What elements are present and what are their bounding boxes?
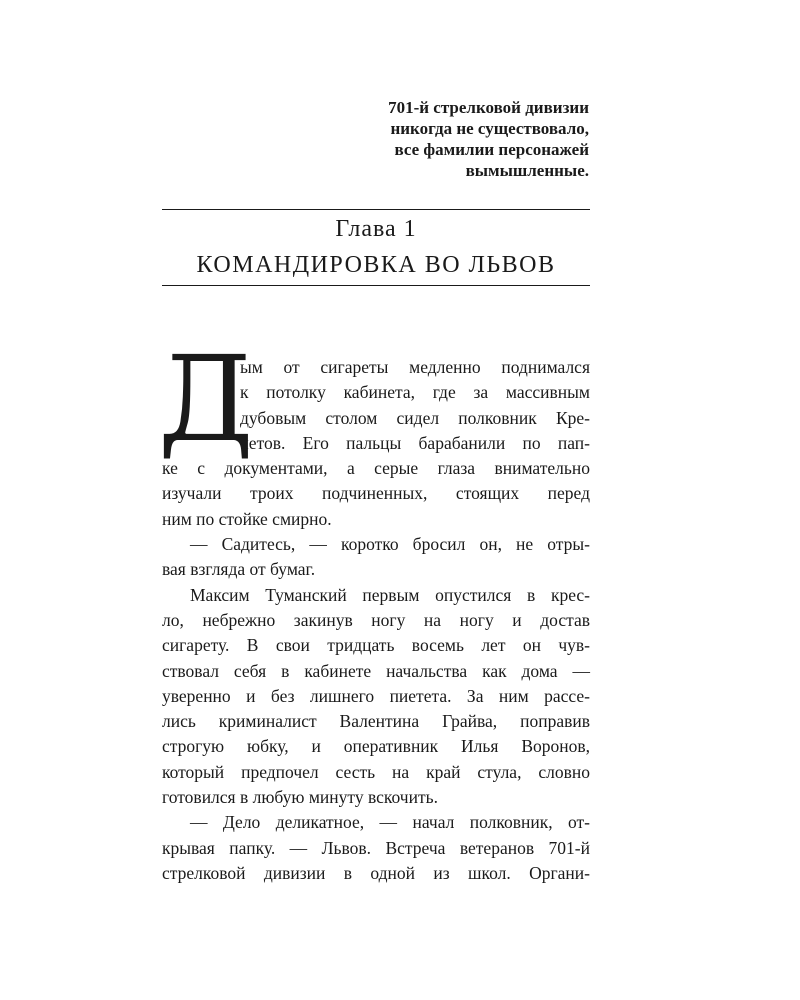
- text-line: Максим Туманский первым опустился в крес-: [190, 584, 590, 605]
- text-line: вая взгляда от бумаг.: [162, 559, 316, 580]
- chapter-top-rule: [162, 209, 590, 210]
- text-line: ке с документами, а серые глаза внимательно: [162, 458, 590, 479]
- chapter-body: [162, 355, 590, 886]
- disclaimer-line: все фамилии персонажей: [394, 140, 589, 159]
- text-line: строгую юбку, и оперативник Илья Воронов,: [162, 736, 590, 757]
- text-line: изучали троих подчиненных, стоящих перед: [162, 483, 590, 504]
- text-line: ним по стойке смирно.: [162, 508, 332, 529]
- chapter-bottom-rule: [162, 285, 590, 286]
- chapter-title: КОМАНДИРОВКА ВО ЛЬВОВ: [196, 252, 556, 278]
- text-line: дубовым столом сидел полковник Кре-: [240, 407, 590, 428]
- text-line: лись криминалист Валентина Грайва, поправив: [162, 711, 590, 732]
- text-line: стрелковой дивизии в одной из школ. Органи-: [162, 862, 590, 883]
- text-line: четов. Его пальцы барабанили по пап-: [240, 432, 590, 453]
- text-line: готовился в любую минуту вскочить.: [162, 787, 438, 808]
- disclaimer-line: вымышленные.: [465, 161, 589, 180]
- epigraph-disclaimer: [259, 97, 589, 181]
- text-line: уверенно и без лишнего пиетета. За ним рассе-: [162, 685, 590, 706]
- text-line: — Садитесь, — коротко бросил он, не отры-: [190, 534, 590, 555]
- text-line: который предпочел сесть на край стула, словно: [162, 761, 590, 782]
- disclaimer-line: никогда не существовало,: [390, 119, 589, 138]
- text-line: к потолку кабинета, где за массивным: [240, 382, 590, 403]
- chapter-number: Глава 1: [335, 216, 417, 242]
- text-line: ым от сигареты медленно поднимался: [240, 357, 590, 377]
- drop-cap-letter: Д: [158, 330, 254, 468]
- text-line: — Дело деликатное, — начал полковник, от-: [190, 812, 590, 833]
- text-line: сигарету. В свои тридцать восемь лет он чув-: [162, 635, 590, 656]
- text-line: ствовал себя в кабинете начальства как дома —: [162, 660, 590, 681]
- disclaimer-line: 701-й стрелковой дивизии: [388, 98, 589, 117]
- text-line: крывая папку. — Львов. Встреча ветеранов 701-й: [162, 837, 590, 858]
- text-line: ло, небрежно закинув ногу на ногу и достав: [162, 609, 590, 630]
